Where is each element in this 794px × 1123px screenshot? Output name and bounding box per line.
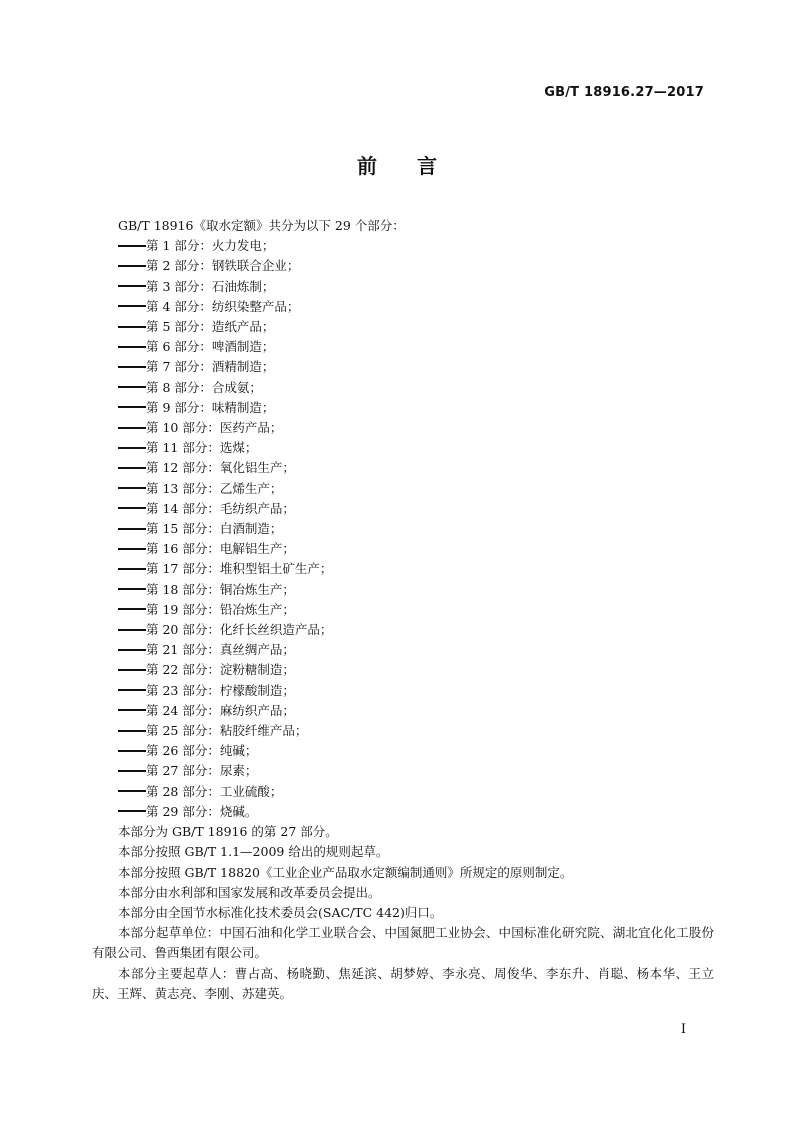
part-list-item [92,640,714,660]
body-paragraph: 本部分按照 GB/T 1.1—2009 给出的规则起草。 [118,844,389,860]
dash-marker [118,447,146,449]
part-text: 第 14 部分：毛纺织产品； [146,500,295,516]
dash-marker [118,265,146,267]
part-text: 第 27 部分：尿素； [146,763,258,779]
dash-marker [118,810,146,812]
part-list-item [92,539,714,559]
part-list-item [92,620,714,640]
part-text: 第 15 部分：白酒制造； [146,521,283,537]
part-list-item [92,681,714,701]
part-list-item [92,701,714,721]
part-text: 第 12 部分：氧化铝生产； [146,460,295,476]
part-text: 第 29 部分：烧碱。 [146,803,258,819]
part-list-item [92,479,714,499]
parts-list [92,236,714,822]
part-text: 第 16 部分：电解铝生产； [146,541,295,557]
dash-marker [118,326,146,328]
part-text: 第 18 部分：铜冶炼生产； [146,581,295,597]
part-list-item [92,438,714,458]
part-text: 第 22 部分：淀粉糖制造； [146,662,295,678]
body-paragraph: 本部分由全国节水标准化技术委员会(SAC/TC 442)归口。 [118,904,443,920]
part-list-item [92,499,714,519]
part-text: 第 11 部分：选煤； [146,440,258,456]
dash-marker [118,285,146,287]
part-list-item [92,357,714,377]
part-list-item [92,398,714,418]
dash-marker [118,507,146,509]
part-text: 第 4 部分：纺织染整产品； [146,298,300,314]
dash-marker [118,548,146,550]
dash-marker [118,709,146,711]
part-list-item [92,660,714,680]
foreword-body [92,216,714,1004]
part-list-item [92,277,714,297]
part-list-item [92,378,714,398]
part-list-item [92,519,714,539]
part-text: 第 26 部分：纯碱； [146,743,258,759]
dash-marker [118,730,146,732]
dash-marker [118,669,146,671]
part-list-item [92,236,714,256]
part-text: 第 17 部分：堆积型铝土矿生产； [146,561,333,577]
part-text: 第 5 部分：造纸产品； [146,319,275,335]
dash-marker [118,427,146,429]
dash-marker [118,608,146,610]
dash-marker [118,770,146,772]
part-list-item [92,256,714,276]
part-list-item [92,297,714,317]
part-text: 第 25 部分：粘胶纤维产品； [146,723,308,739]
part-list-item [92,418,714,438]
part-text: 第 19 部分：铅冶炼生产； [146,601,295,617]
part-text: 第 2 部分：钢铁联合企业； [146,258,300,274]
part-text: 第 13 部分：乙烯生产； [146,480,283,496]
part-list-item [92,761,714,781]
dash-marker [118,689,146,691]
dash-marker [118,750,146,752]
dash-marker [118,406,146,408]
dash-marker [118,245,146,247]
dash-marker [118,305,146,307]
part-list-item [92,782,714,802]
standard-code: GB/T 18916.27—2017 [544,85,704,100]
part-list-item [92,559,714,579]
dash-marker [118,386,146,388]
part-text: 第 20 部分：化纤长丝织造产品； [146,622,333,638]
part-text: 第 28 部分：工业硫酸； [146,783,283,799]
body-paragraph: 本部分按照 GB/T 18820《工业企业产品取水定额编制通则》所规定的原则制定。 [118,864,573,880]
intro-line: GB/T 18916《取水定额》共分为以下 29 个部分： [118,218,405,233]
dash-marker [118,588,146,590]
part-list-item [92,337,714,357]
part-list-item [92,721,714,741]
dash-marker [118,568,146,570]
part-text: 第 24 部分：麻纺织产品； [146,702,295,718]
part-text: 第 7 部分：酒精制造； [146,359,275,375]
part-list-item [92,802,714,822]
part-list-item [92,741,714,761]
paragraph-list [92,822,714,1004]
part-list-item [92,458,714,478]
part-text: 第 10 部分：医药产品； [146,420,283,436]
dash-marker [118,346,146,348]
dash-marker [118,528,146,530]
body-paragraph: 本部分由水利部和国家发展和改革委员会提出。 [118,884,381,900]
part-text: 第 6 部分：啤酒制造； [146,339,275,355]
part-text: 第 8 部分：合成氨； [146,379,262,395]
part-text: 第 21 部分：真丝绸产品； [146,642,295,658]
body-paragraph: 本部分为 GB/T 18916 的第 27 部分。 [118,824,338,840]
part-text: 第 23 部分：柠檬酸制造； [146,682,295,698]
dash-marker [118,487,146,489]
page-number: I [680,1022,686,1037]
part-text: 第 3 部分：石油炼制； [146,278,275,294]
part-list-item [92,600,714,620]
dash-marker [118,366,146,368]
body-paragraph: 本部分主要起草人：曹占高、杨晓勤、焦延滨、胡梦婷、李永亮、周俊华、李东升、肖聪、杨本华、王立庆、王辉、黄志亮、李刚、苏建英。 [92,965,714,1001]
dash-marker [118,467,146,469]
part-text: 第 1 部分：火力发电； [146,238,275,254]
dash-marker [118,790,146,792]
dash-marker [118,629,146,631]
body-paragraph: 本部分起草单位：中国石油和化学工业联合会、中国氮肥工业协会、中国标准化研究院、湖北宜化化工股份有限公司、鲁西集团有限公司。 [92,925,714,961]
part-list-item [92,580,714,600]
part-text: 第 9 部分：味精制造； [146,399,275,415]
dash-marker [118,649,146,651]
part-list-item [92,317,714,337]
page-title: 前言 [357,154,477,178]
